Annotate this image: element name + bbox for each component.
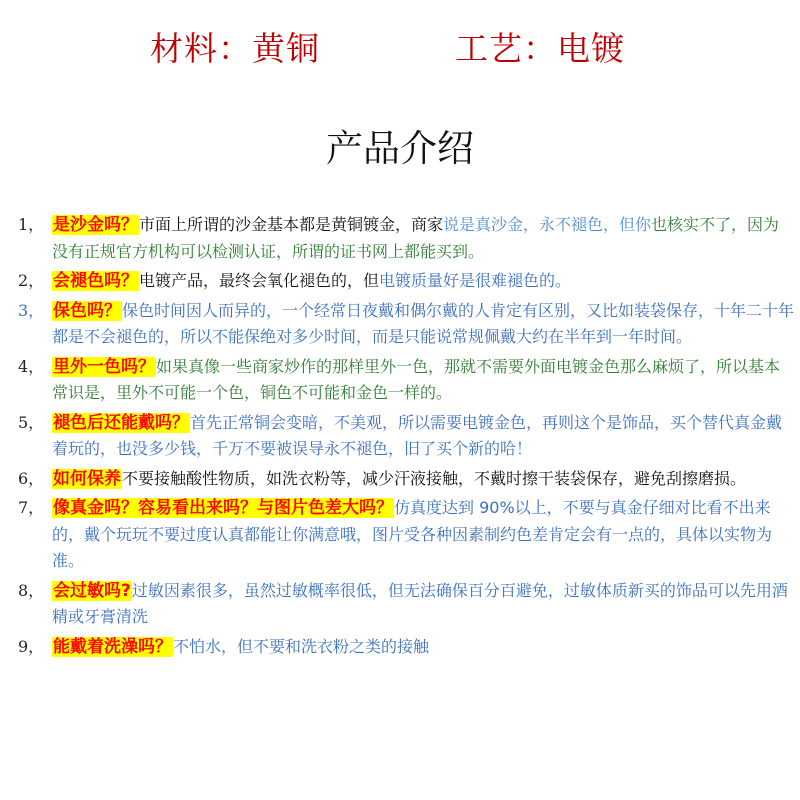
faq-number: 1， xyxy=(18,215,45,234)
faq-question: 如何保养 xyxy=(53,468,121,489)
faq-answer-segment: 如果真像一些商家炒作的那样里外一色，那就不需要外面电镀金色那么麻烦了，所以基本常识是，里外不可能一个色，铜色不可能和金色一样的。 xyxy=(52,356,781,402)
faq-item xyxy=(18,268,794,295)
faq-answer-segment: 电镀产品，最终会氧化褪色的，但 xyxy=(139,271,380,290)
faq-body xyxy=(52,634,794,661)
faq-question: 是沙金吗？ xyxy=(53,215,138,235)
material-label: 材料：黄铜 xyxy=(150,29,320,68)
faq-body xyxy=(52,578,794,631)
faq-question: 保色吗？ xyxy=(53,300,121,321)
page-title: 产品介绍 xyxy=(326,127,474,170)
faq-item xyxy=(18,466,794,493)
faq-answer-segment: 市面上所谓的沙金基本都是黄铜镀金，商家 xyxy=(139,215,444,234)
faq-item xyxy=(18,212,794,265)
faq-body xyxy=(52,495,794,575)
faq-item xyxy=(18,634,794,661)
faq-number: 5， xyxy=(18,412,45,432)
faq-answer-segment: 不怕水，但不要和洗衣粉之类的接触 xyxy=(173,636,430,656)
faq-number: 2， xyxy=(18,271,45,290)
faq-question: 能戴着洗澡吗？ xyxy=(53,636,172,657)
faq-item xyxy=(18,578,794,631)
faq-body xyxy=(52,410,794,463)
header xyxy=(0,26,800,76)
faq-answer-segment: 仿真度达到 90%以上，不要与真金仔细对比看不出来的，戴个玩玩不要过度认真都能让你满意哦，图片受各种因素制约色差肯定会有一点的，具体以实物为准。 xyxy=(52,498,773,570)
faq-item xyxy=(18,410,794,463)
faq-answer-segment: 也核实不了，因为没有正规官方机构可以检测认证，所谓的证书网上都能买到。 xyxy=(52,215,780,261)
faq-body xyxy=(52,354,794,407)
faq-body xyxy=(52,212,794,265)
faq-question: 会过敏吗? xyxy=(53,580,131,601)
faq-list xyxy=(18,212,794,663)
faq-answer-segment: 说是真沙金，永不褪色，但你 xyxy=(443,215,652,234)
faq-item xyxy=(18,298,794,351)
faq-number: 4， xyxy=(18,356,45,376)
faq-question: 会褪色吗？ xyxy=(53,271,138,291)
faq-number: 3， xyxy=(18,300,45,320)
process-label: 工艺：电镀 xyxy=(455,29,625,68)
faq-item xyxy=(18,354,794,407)
faq-number: 8， xyxy=(18,580,45,600)
faq-question: 里外一色吗？ xyxy=(53,356,155,377)
faq-body xyxy=(52,466,794,493)
faq-answer-segment: 电镀质量好是很难褪色的。 xyxy=(379,271,572,290)
faq-question: 像真金吗？容易看出来吗？与图片色差大吗？ xyxy=(53,498,393,518)
faq-number: 6， xyxy=(18,468,45,488)
faq-item xyxy=(18,495,794,575)
faq-answer-segment: 保色时间因人而异的，一个经常日夜戴和偶尔戴的人肯定有区别，又比如装袋保存，十年二十年都是不会褪色的，所以不能保绝对多少时间，而是只能说常规佩戴大约在半年到一年时间。 xyxy=(52,300,795,346)
faq-number: 7， xyxy=(18,498,45,517)
faq-question: 褪色后还能戴吗？ xyxy=(53,412,189,433)
faq-answer-segment: 不要接触酸性物质，如洗衣粉等，减少汗液接触，不戴时擦干装袋保存，避免刮擦磨损。 xyxy=(122,468,747,488)
faq-answer-segment: 首先正常铜会变暗，不美观，所以需要电镀金色，再则这个是饰品，买个替代真金戴着玩的，也没多少钱，千万不要被误导永不褪色，旧了买个新的哈！ xyxy=(52,412,783,458)
faq-body xyxy=(52,268,794,295)
faq-body xyxy=(52,298,794,351)
faq-number: 9， xyxy=(18,636,45,656)
faq-answer-segment: 过敏因素很多，虽然过敏概率很低，但无法确保百分百避免，过敏体质新买的饰品可以先用酒精或牙膏清洗 xyxy=(52,580,788,626)
